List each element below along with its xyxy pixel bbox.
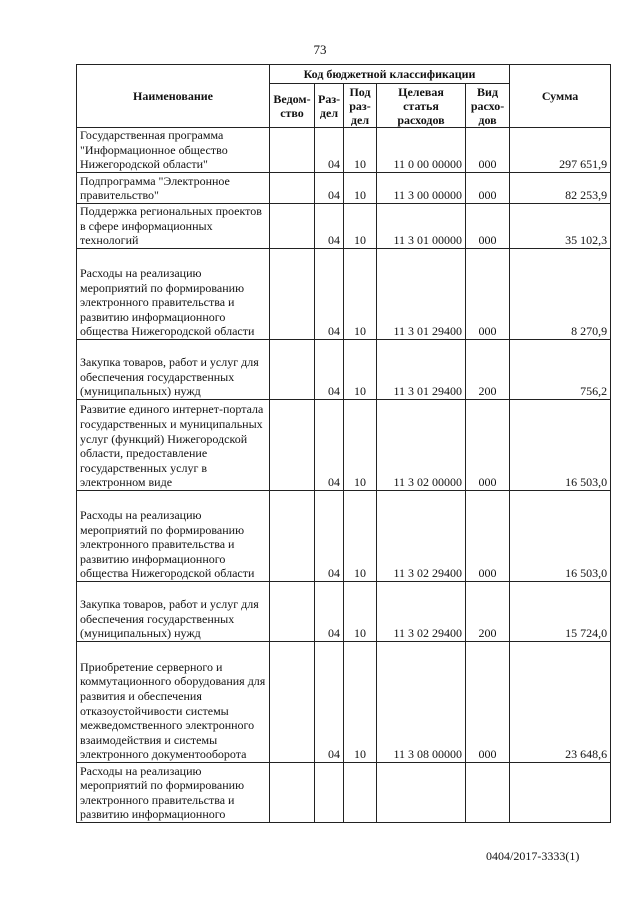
row-vedomstvo [270, 249, 315, 340]
header-podrazdel: Под раз-дел [344, 84, 377, 128]
row-podrazdel: 10 [344, 204, 377, 249]
table-row [77, 128, 611, 173]
row-vid: 000 [466, 204, 510, 249]
row-name: Подпрограмма "Электронное правительство" [77, 173, 270, 204]
row-name: Закупка товаров, работ и услуг для обеспечения государственных (муниципальных) нужд [77, 582, 270, 642]
row-podrazdel: 10 [344, 340, 377, 400]
table-row [77, 642, 611, 763]
row-celevaya: 11 3 08 00000 [377, 642, 466, 763]
row-sum: 16 503,0 [510, 400, 611, 491]
table-row [77, 340, 611, 400]
row-celevaya: 11 3 02 29400 [377, 582, 466, 642]
row-celevaya: 11 3 01 29400 [377, 249, 466, 340]
row-vid: 200 [466, 340, 510, 400]
header-vedomstvo: Ведом-ство [270, 84, 315, 128]
row-podrazdel: 10 [344, 582, 377, 642]
row-sum: 23 648,6 [510, 642, 611, 763]
row-name: Закупка товаров, работ и услуг для обеспечения государственных (муниципальных) нужд [77, 340, 270, 400]
row-vid: 000 [466, 491, 510, 582]
row-razdel: 04 [315, 340, 344, 400]
row-razdel: 04 [315, 204, 344, 249]
table-row [77, 491, 611, 582]
row-razdel: 04 [315, 491, 344, 582]
document-code: 0404/2017-3333(1) [486, 849, 580, 863]
row-podrazdel: 10 [344, 249, 377, 340]
row-sum: 297 651,9 [510, 128, 611, 173]
header-celevaya-statya: Целевая статья расходов [377, 84, 466, 128]
header-name: Наименование [77, 65, 270, 128]
row-podrazdel: 10 [344, 400, 377, 491]
table-row [77, 173, 611, 204]
table-row [77, 249, 611, 340]
row-celevaya [377, 763, 466, 823]
header-razdel: Раз-дел [315, 84, 344, 128]
row-name: Расходы на реализацию мероприятий по формированию электронного правительства и развитию информационного общества Нижегородской области [77, 491, 270, 582]
row-razdel: 04 [315, 173, 344, 204]
row-sum: 8 270,9 [510, 249, 611, 340]
row-celevaya: 11 3 01 00000 [377, 204, 466, 249]
row-name: Поддержка региональных проектов в сфере информационных технологий [77, 204, 270, 249]
row-name: Расходы на реализацию мероприятий по формированию электронного правительства и развитию информационного [77, 763, 270, 823]
row-vedomstvo [270, 642, 315, 763]
row-celevaya: 11 0 00 00000 [377, 128, 466, 173]
row-podrazdel: 10 [344, 642, 377, 763]
budget-table [76, 64, 611, 823]
row-razdel: 04 [315, 249, 344, 340]
row-vid: 000 [466, 400, 510, 491]
row-razdel: 04 [315, 582, 344, 642]
row-celevaya: 11 3 01 29400 [377, 340, 466, 400]
table-row [77, 582, 611, 642]
row-razdel: 04 [315, 128, 344, 173]
table-row [77, 763, 611, 823]
header-classification-group: Код бюджетной классификации [270, 65, 510, 84]
row-vedomstvo [270, 400, 315, 491]
row-vedomstvo [270, 204, 315, 249]
row-sum: 16 503,0 [510, 491, 611, 582]
row-razdel [315, 763, 344, 823]
row-name: Развитие единого интернет-портала государственных и муниципальных услуг (функций) Нижегородской области, предоставление государственных услуг в электронном виде [77, 400, 270, 491]
row-vedomstvo [270, 173, 315, 204]
row-vedomstvo [270, 582, 315, 642]
row-vedomstvo [270, 128, 315, 173]
row-razdel: 04 [315, 400, 344, 491]
row-name: Государственная программа "Информационное общество Нижегородской области" [77, 128, 270, 173]
row-sum: 82 253,9 [510, 173, 611, 204]
row-celevaya: 11 3 02 00000 [377, 400, 466, 491]
row-sum: 35 102,3 [510, 204, 611, 249]
row-name: Расходы на реализацию мероприятий по формированию электронного правительства и развитию информационного общества Нижегородской области [77, 249, 270, 340]
row-vedomstvo [270, 340, 315, 400]
row-name: Приобретение серверного и коммутационного оборудования для развития и обеспечения отказоустойчивости системы межведомственного электронного взаимодействия и системы электронного документооборота [77, 642, 270, 763]
row-podrazdel: 10 [344, 128, 377, 173]
row-vid: 000 [466, 642, 510, 763]
row-vid [466, 763, 510, 823]
table-row [77, 204, 611, 249]
row-celevaya: 11 3 00 00000 [377, 173, 466, 204]
row-podrazdel [344, 763, 377, 823]
row-vedomstvo [270, 491, 315, 582]
row-podrazdel: 10 [344, 173, 377, 204]
row-vid: 200 [466, 582, 510, 642]
table-row [77, 400, 611, 491]
row-podrazdel: 10 [344, 491, 377, 582]
row-vedomstvo [270, 763, 315, 823]
page-number: 73 [313, 42, 327, 57]
row-razdel: 04 [315, 642, 344, 763]
row-vid: 000 [466, 249, 510, 340]
row-sum [510, 763, 611, 823]
row-sum: 15 724,0 [510, 582, 611, 642]
row-sum: 756,2 [510, 340, 611, 400]
row-vid: 000 [466, 128, 510, 173]
row-vid: 000 [466, 173, 510, 204]
row-celevaya: 11 3 02 29400 [377, 491, 466, 582]
header-vid-rashodov: Вид расхо-дов [466, 84, 510, 128]
header-sum: Сумма [510, 65, 611, 128]
